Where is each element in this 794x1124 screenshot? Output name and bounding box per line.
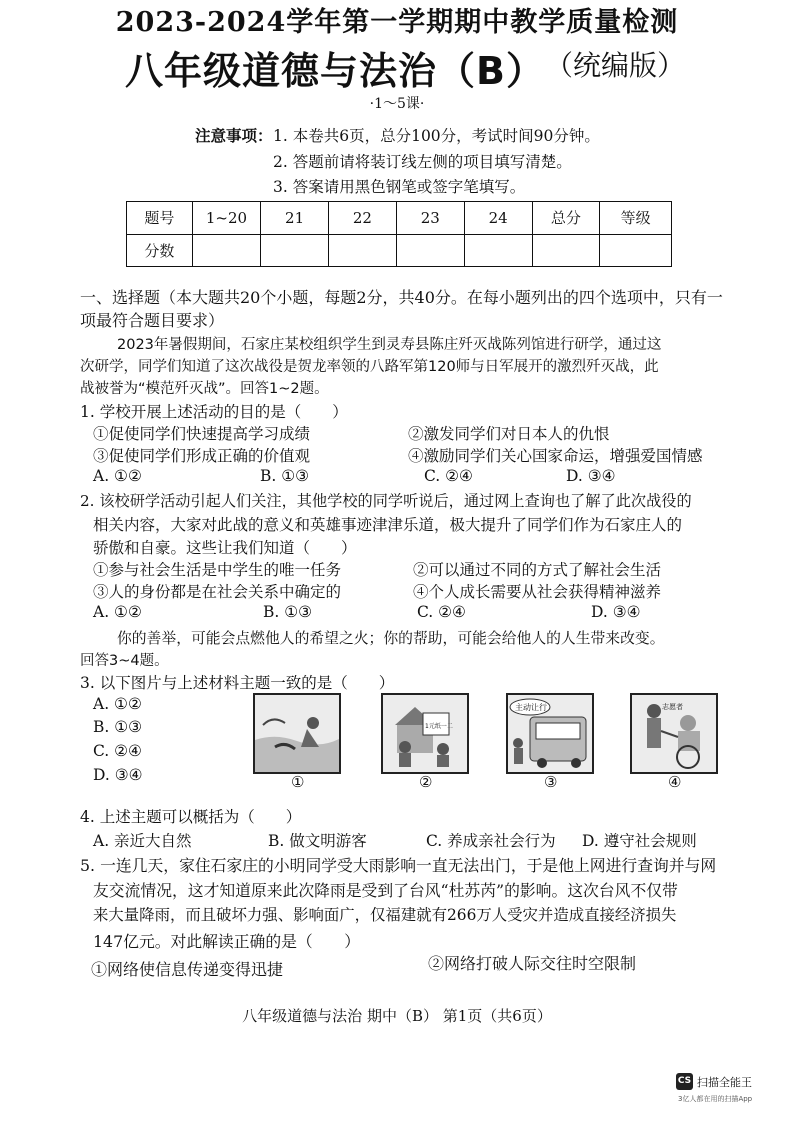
score-header-cell: 等级 [600,202,672,235]
q1-option-c: C. ②④ [424,467,473,485]
river-rescue-illustration [255,695,339,772]
score-cell [532,234,600,267]
q1-statement-2: ②激发同学们对日本人的仇恨 [408,425,610,443]
section1-heading-line2: 项最符合题目要求） [80,311,225,330]
q1-stem: 1. 学校开展上述活动的目的是（ ） [80,403,348,421]
q2-stem-line2: 相关内容，大家对此战的意义和英雄事迹津津乐道，极大提升了同学们作为石家庄人的 [93,516,683,534]
q3-picture-1 [253,693,341,774]
q4-option-c: C. 养成亲社会行为 [426,832,556,850]
score-header-cell: 21 [261,202,329,235]
score-header-cell: 总分 [532,202,600,235]
notice-label: 注意事项： [195,126,273,145]
q3-picture-label-4: ④ [668,773,682,791]
score-header-cell: 24 [464,202,532,235]
q2-statement-3: ③人的身份都是在社会关系中确定的 [93,583,342,601]
camscanner-name: 扫描全能王 [697,1076,752,1089]
page-footer: 八年级道德与法治 期中（B） 第1页（共6页） [242,1007,552,1025]
q2-stem-line3: 骄傲和自豪。这些让我们知道（ ） [93,539,357,557]
q5-stem-line3: 来大量降雨，而且破坏力强、影响面广，仅福建就有266万人受灾并造成直接经济损失 [93,906,677,924]
score-row-label: 分数 [127,234,193,267]
scope-label: ·1～5课· [369,96,425,112]
camscanner-logo: CS [676,1073,693,1090]
material2-line2: 回答3~4题。 [80,653,169,669]
score-header-cell: 22 [329,202,397,235]
q3-picture-label-1: ① [291,773,305,791]
q4-option-d: D. 遵守社会规则 [582,832,697,850]
volunteer-label-text: 志愿者 [662,703,683,711]
score-table [126,201,672,267]
exam-title-line2: 八年级道德与法治（B） [125,49,545,93]
score-header-cell: 23 [396,202,464,235]
score-table-header-row [127,202,672,235]
volunteer-wheelchair-illustration [632,695,716,772]
donation-sign-text: 1元纸一二 [425,723,453,730]
score-header-cell: 1~20 [192,202,260,235]
q2-option-a: A. ①② [93,603,142,621]
q3-picture-label-3: ③ [544,773,558,791]
q4-option-b: B. 做文明游客 [268,832,367,850]
q2-stem-line1: 2. 该校研学活动引起人们关注，其他学校的同学听说后，通过网上查询也了解了此次战役的 [80,492,692,510]
q1-statement-1: ①促使同学们快速提高学习成绩 [93,425,311,443]
q1-statement-3: ③促使同学们形成正确的价值观 [93,447,311,465]
q3-option-b: B. ①③ [93,718,143,736]
material1-line3: 战被誉为“模范歼灭战”。回答1~2题。 [80,381,329,397]
q4-stem: 4. 上述主题可以概括为（ ） [80,808,302,826]
material1-line2: 次研学，同学们知道了这次战役是贺龙率领的八路军第120师与日军展开的激烈歼灭战，此 [80,359,659,375]
notice-item-2: 2. 答题前请将装订线左侧的项目填写清楚。 [273,153,572,171]
q1-statement-4: ④激励同学们关心国家命运，增强爱国情感 [408,447,703,465]
notice-item-3: 3. 答案请用黑色钢笔或签字笔填写。 [273,178,526,196]
q2-option-b: B. ①③ [263,603,313,621]
score-cell [464,234,532,267]
q3-picture-2 [381,693,469,774]
score-cell [396,234,464,267]
exam-title-line1: 2023-2024学年第一学期期中教学质量检测 [115,7,679,38]
notice-item-1: 1. 本卷共6页，总分100分，考试时间90分钟。 [273,127,600,145]
q5-stem-line1: 5. 一连几天，家住石家庄的小明同学受大雨影响一直无法出门，于是他上网进行查询并与网 [80,856,717,875]
score-header-cell: 题号 [127,202,193,235]
q3-option-a: A. ①② [93,695,142,713]
edition-label: （统编版） [545,49,686,82]
q3-option-d: D. ③④ [93,766,143,784]
q3-stem: 3. 以下图片与上述材料主题一致的是（ ） [80,674,395,692]
bus-yield-illustration [508,695,592,772]
donation-illustration [383,695,467,772]
q4-option-a: A. 亲近大自然 [93,832,192,850]
q2-option-d: D. ③④ [591,603,641,621]
q3-picture-3 [506,693,594,774]
material1-line1: 2023年暑假期间，石家庄某校组织学生到灵寿县陈庄歼灭战陈列馆进行研学，通过这 [117,337,662,353]
material2-line1: 你的善举，可能会点燃他人的希望之火；你的帮助，可能会给他人的人生带来改变。 [117,630,665,647]
score-cell [192,234,260,267]
q1-option-b: B. ①③ [260,467,310,485]
section1-heading-line1: 一、选择题（本大题共20个小题，每题2分，共40分。在每小题列出的四个选项中，只有一 [80,288,723,307]
q5-statement-2: ②网络打破人际交往时空限制 [428,954,637,973]
q2-statement-1: ①参与社会生活是中学生的唯一任务 [93,561,342,579]
q5-stem-line4: 147亿元。对此解读正确的是（ ） [93,932,361,951]
q2-statement-2: ②可以通过不同的方式了解社会生活 [413,561,662,579]
score-cell [261,234,329,267]
q3-picture-label-2: ② [419,773,433,791]
q3-option-c: C. ②④ [93,742,142,760]
camscanner-slogan: 3亿人都在用的扫描App [678,1095,753,1103]
score-table-score-row [127,234,672,267]
bus-bubble-text: 主动让行 [515,703,547,712]
q5-statement-1: ①网络使信息传递变得迅捷 [91,960,284,979]
q5-stem-line2: 友交流情况，这才知道原来此次降雨是受到了台风“杜苏芮”的影响。这次台风不仅带 [93,881,678,900]
q1-option-a: A. ①② [93,467,142,485]
q2-option-c: C. ②④ [417,603,466,621]
q3-picture-4 [630,693,718,774]
q2-statement-4: ④个人成长需要从社会获得精神滋养 [413,583,662,601]
score-cell [329,234,397,267]
score-cell [600,234,672,267]
q1-option-d: D. ③④ [566,467,616,485]
